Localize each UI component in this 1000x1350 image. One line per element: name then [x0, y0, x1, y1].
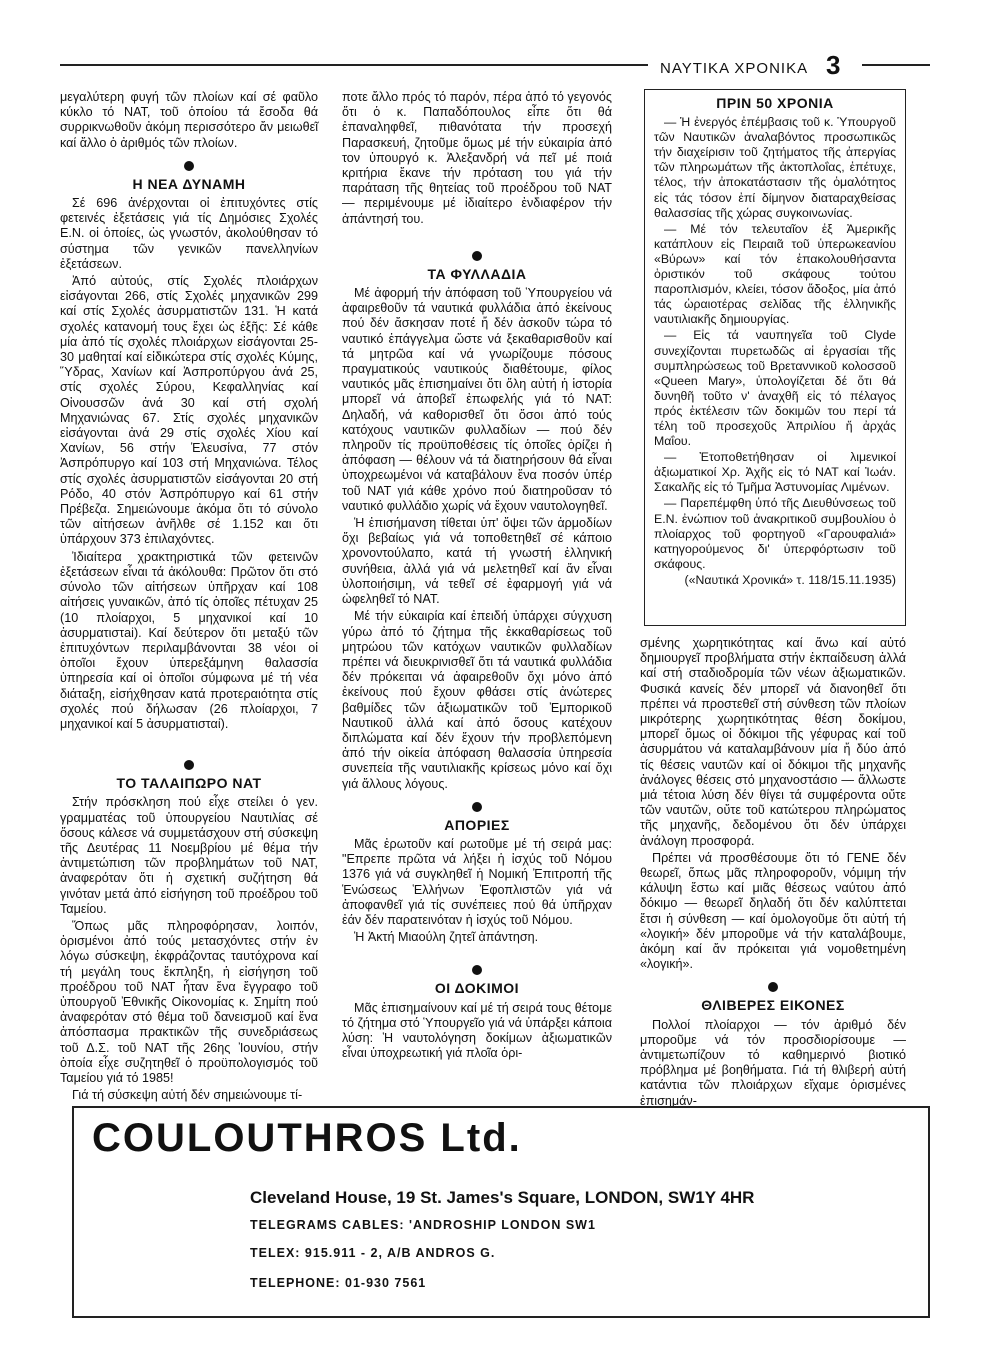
paragraph: Πολλοί πλοίαρχοι — τόν ἀριθμό δέν μποροῦμε νά τόν προσδιορίσουμε — ἀντιμετωπίζουν τό καθημερινό βιοτικό πρόβλημα μέ βοηθήματα. Γιά τή θλιβερή αὐτή κατάντια τῶν πλοιάρχων εἴχαμε ὁρισμένες ἐπισημάν-	[640, 1017, 906, 1108]
section-bullet	[472, 251, 482, 261]
paragraph: Μᾶς ἐπισημαίνουν καί μέ τή σειρά τους θέτομε τό ζήτημα στό Ὑπουργεῖο γιά νά ὑπάρξει κάποια λύση: Ἡ ναυτολόγηση δοκίμων ἀξιωματικῶν εἶναι ὑποχρεωτική γιά πλοῖα ὁρι-	[342, 1000, 612, 1061]
paragraph: Μᾶς ἐρωτοῦν καί ρωτοῦμε μέ τή σειρά μας: "Επρεπε πρῶτα νά λήξει ἡ ἰσχύς τοῦ Νόμου 1376 γιά νά συγκληθεῖ ἡ Νομική Ἐπιτροπή τῆς Ἑνώσεως Ἑλλήνων Ἐφοπλιστῶν γιά νά ἀποφανθεῖ γιά τίς συνέπειες πού θά ὑπῆρχαν ἐάν δέν παρατεινόταν ἡ ἰσχύς τοῦ Νόμου.	[342, 836, 612, 927]
paragraph: Ἡ ἐπισήμανση τίθεται ὑπ' ὄψει τῶν ἁρμοδίων ὄχι βεβαίως γιά νά τοποθετηθεῖ σέ κάποιο χρονοντούλαπο, κατά τή γνωστή ἑλληνική συνήθεια, ἀλλά γιά νά μελετηθεῖ καί ἄν εἶναι ὑλοποιήσιμη, νά τεθεῖ σέ ἐφαρμογή γιά νά ὠφεληθεῖ τό ΝΑΤ.	[342, 516, 612, 607]
column-1	[60, 90, 318, 1105]
heading-nat: ΤΟ ΤΑΛΑΙΠΩΡΟ ΝΑΤ	[116, 775, 262, 792]
box-source: («Ναυτικά Χρονικά» τ. 118/15.11.1935)	[684, 572, 896, 587]
column-2	[342, 90, 612, 1063]
paragraph: — Ἡ ἐνεργός ἐπέμβασις τοῦ κ. Ὑπουργοῦ τῶν Ναυτικῶν ἀναλαβόντος προσωπικῶς τήν διαχείρισιν τοῦ ζητήματος τῆς ἀπεργίας τῶν πληρωμάτων τῆς ἀκτοπλοΐας, ἐπέτυχε, τέλος, τήν ἀποκατάστασιν τῆς ὁμαλότητος εἰς τάς τόσον ἐπί δίμηνον διαταραχθείσας θαλασσίας τῆς χώρας συγκοινωνίας.	[654, 115, 896, 220]
paragraph: — Παρεπέμφθη ὑπό τῆς Διευθύνσεως τοῦ Ε.Ν. ἐνώπιον τοῦ ἀνακριτικοῦ συμβουλίου ὁ πλοίαρχος τοῦ φορτηγοῦ «Γαρουφαλιά» κατηγορούμενος δι' ὑπερφόρτωσιν τοῦ σκάφους.	[654, 496, 896, 571]
paragraph: — Μέ τόν τελευταῖον ἐξ Ἀμερικῆς κατάπλουν εἰς Πειραιᾶ τοῦ ὑπερωκεανίου «Βύρων» καί τόν ἐπακολουθήσαντα ὁριστικόν τοῦ σκάφους τούτου παροπλισμόν, κλείει, τόσον ἄδοξος, μία ἀπό τάς ὡραιοτέρας σελίδας τῆς ἑλληνικῆς ναυτιλιακῆς δημιουργίας.	[654, 221, 896, 327]
section-bullet	[472, 802, 482, 812]
header-rule-right	[862, 64, 930, 66]
ad-address: Cleveland House, 19 St. James's Square, LONDON, SW1Y 4HR	[250, 1188, 755, 1207]
paragraph: Ἀπό αὐτούς, στίς Σχολές πλοιάρχων εἰσάγονται 266, στίς Σχολές μηχανικῶν 299 καί στίς Σχολές ἀσυρματιστῶν 131. Ἡ κατά σχολές κατανομή τους ἔχει ὡς ἑξῆς: Σέ κάθε μία ἀπό τίς σχολές πλοιάρχων εἰσάγονται 25-30 μαθηταί καί εἰδικώτερα στίς σχολές Κύμης, Ὕδρας, Χανίων καί Ἀσπροπύργου ἀνά 25, στίς σχολές Σύρου, Κεφαλληνίας καί Οἰνουσσῶν ἀνά 30 καί στή σχολή Μηχανιώνας 67. Στίς σχολές μηχανικῶν εἰσάγονται ἀνά 29 στίς σχολές Χίου καί Χανίων, 56 στήν Ἐλευσίνα, 77 στόν Ἀσπρόπυργο καί 103 στή Μηχανιώνα. Τέλος στίς σχολές ἀσυρματιστῶν εἰσάγονται 20 στή Ρόδο, 40 στόν Ἀσπρόπυργο καί 61 στήν Πρέβεζα. Σημειώνουμε ἀκόμα ὅτι τό σύνολο τῶν αἰτήσεων ἀνῆλθε σέ 1.152 και ὅτι ὑπάρχουν 373 ἐπιλαχόντες.	[60, 274, 318, 547]
paragraph: — Εἰς τά ναυπηγεῖα τοῦ Clyde συνεχίζονται πυρετωδῶς αἱ ἐργασίαι τῆς συμπληρώσεως τοῦ Βρεταννικοῦ κολοσσοῦ «Queen Mary», ὑπολογίζεται δέ ὅτι θά δυνηθῆ τοῦτο ν' ἀναχθῆ εἰς τό πέλαγος πρός ἐκτέλεσιν τῶν δοκιμῶν του περί τά τέλη τοῦ προσεχοῦς Ἀπριλίου ἤ ἀρχάς Μαΐου.	[654, 328, 896, 449]
box-title: ΠΡΙΝ 50 ΧΡΟΝΙΑ	[716, 95, 834, 111]
ad-company-name: COULOUTHROS Ltd.	[92, 1116, 522, 1160]
ad-telex: TELEX: 915.911 - 2, A/B ANDROS G.	[250, 1246, 496, 1260]
paragraph: — Ἐτοποθετήθησαν οἱ λιμενικοί ἀξιωματικοί Χρ. Ἀχῆς εἰς τό ΝΑΤ καί Ἰωάν. Σακαλῆς εἰς τό Τμῆμα Ἀστυνομίας Λιμένων.	[654, 450, 896, 495]
ad-telephone: TELEPHONE: 01-930 7561	[250, 1276, 427, 1290]
ad-telegrams: TELEGRAMS CABLES: 'ANDROSHIP LONDON SW1	[250, 1218, 596, 1232]
column-3	[640, 636, 906, 1111]
paragraph: Ἡ Ἀκτή Μιαούλη ζητεῖ ἀπάντηση.	[354, 930, 539, 945]
section-bullet	[184, 161, 194, 171]
publication-title: ΝΑΥΤΙΚΑ ΧΡΟΝΙΚΑ	[660, 60, 809, 77]
section-bullet	[472, 965, 482, 975]
paragraph: Σέ 696 ἀνέρχονται οἱ ἐπιτυχόντες στίς φετεινές ἐξετάσεις γιά τίς Δημόσιες Σχολές Ε.Ν. οἱ ὁποίες, ὡς γνωστόν, ἀκολούθησαν τό σύστημα τῶν γενικῶν πανελληνίων ἐξετάσεων.	[60, 196, 318, 271]
heading-cadets: ΟΙ ΔΟΚΙΜΟΙ	[434, 980, 520, 997]
advertisement	[72, 1106, 930, 1318]
column-1-intro: μεγαλύτερη φυγή τῶν πλοίων καί σέ φαῦλο κύκλο τό ΝΑΤ, τοῦ ὁποίου τά ἔσοδα θά συρρικνωθοῦν ἀκόμη περισσότερο ἄν μειωθεῖ καί ἄλλο ὁ ἀριθμός τῶν πλοίων.	[60, 90, 318, 150]
heading-questions: ΑΠΟΡΙΕΣ	[444, 816, 510, 833]
heading-booklets: ΤΑ ΦΥΛΛΑΔΙΑ	[427, 265, 527, 282]
paragraph: Ἰδιαίτερα χρακτηριστικά τῶν φετεινῶν ἐξετάσεων εἶναι τά ἀκόλουθα: Πρῶτον ὅτι στό σύνολο τῶν αἰτήσεων ὑπῆρχαν καί 108 αἰτήσεις γυναικῶν, ἀπό τίς ὁποῖες πέτυχαν 25 (10 πλοίαρχοι, 5 μηχανικοί καί 10 ἀσυρματιστai). Καί δεύτερον ὅτι μεταξύ τῶν ἐπιτυχόντων περιλαμβάνονται 38 νέοι οἱ ὁποῖοι ἔχουν ὑπερεξάμηνη θαλασσία ὑπηρεσία καί οἱ ὁποῖοι σύμφωνα μέ τή νέα διάταξη, εἰσήχθησαν κατά προτεραιότητα στίς σχολές πού δήλωσαν (26 πλοίαρχοι, 7 μηχανικοί καί 5 ἀσυρματισταί).	[60, 549, 318, 731]
paragraph: Μέ ἀφορμή τήν ἀπόφαση τοῦ Ὑπουργείου νά ἀφαιρεθοῦν τά ναυτικά φυλλάδια ἀπό ἐκείνους πού δέν ἄσκησαν ποτέ ἤ δέν ἀσκοῦν τώρα τό ναυτικό ἐπάγγελμα ὥστε νά ξεκαθαρισθοῦν καί τά μητρῶα καί νά γνωρίζουμε πόσους πραγματικούς ναυτικούς διαθέτουμε, φίλος ναυτικός μᾶς ἐπισημαίνει ὅτι ὅλη αὐτή ἡ ἱστορία μπορεῖ νά ἀποβεῖ ἐπωφελής γιά τό ΝΑΤ: Δηλαδή, νά καθορισθεῖ ὅτι ὅσοι ἀπό τούς κατόχους ναυτικῶν φυλλαδίων — πού δέν πληροῦν τίς προϋποθέσεις τίς ὁποῖες ὁρίζει ἡ ἀπόφαση — θέλουν νά τά διατηρήσουν θά εἶναι ὑποχρεωμένοι νά καταβάλουν ἕνα ποσόν ὑπέρ τοῦ ΝΑΤ γιά κάθε χρόνο πού διατηροῦσαν τό ναυτικό φυλλάδιο χωρίς νά ἔχουν ναυτολογηθεῖ.	[342, 286, 612, 513]
paragraph: Πρέπει νά προσθέσουμε ὅτι τό ΓΕΝΕ δέν θεωρεῖ, ὅπως μᾶς πληροφοροῦν, νόμιμη τήν κάλυψη ἔστω καί μιᾶς θέσεως ναύτου ἀπό δόκιμο — θεωρεῖ δηλαδή ὅτι δέν καλύπτεται ἔτσι ἡ σύνθεση — καί ὁμολογοῦμε ὅτι αὐτή τή «λογική» δέν μποροῦμε νά τήν καταλάβουμε, ἀκόμη καί ἄν πρόκειται γιά νομοθετημένη «λογική».	[640, 850, 906, 972]
paragraph: ποτε ἄλλο πρός τό παρόν, πέρα ἀπό τό γεγονός ὅτι ὁ κ. Παπαδόπουλος εἶπε ὅτι θά ἐπαναληφθεῖ, πιθανότατα τήν προσεχή Παρασκευή, ζητοῦμε ὅμως μέ τήν εὐκαιρία ἀπό τον ὑπουργό κ. Ἀλεξανδρή νά πεῖ μέ ποιά κριτήρια ἔκανε τήν πρόταση του γιά τήν παράταση τῆς θητείας τοῦ προέδρου τοῦ ΝΑΤ — περιμένουμε μέ ἰδιαίτερο ἐνδιαφέρον τήν ἀπάντησή του.	[342, 90, 612, 226]
heading-new-power: Η ΝΕΑ ΔΥΝΑΜΗ	[132, 175, 246, 192]
heading-sad-images: ΘΛΙΒΕΡΕΣ ΕΙΚΟΝΕΣ	[701, 997, 845, 1014]
section-bullet	[768, 982, 778, 992]
paragraph: Μέ τήν εὐκαιρία καί ἐπειδή ὑπάρχει σύγχυση γύρω ἀπό τό ζήτημα τῆς ἐκκαθαρίσεως τοῦ μητρώου τῶν κατόχων ναυτικῶν φυλλαδίων πρέπει νά διευκρινισθεῖ ὅτι τά ναυτικά φυλλάδια δέν πρόκειται νά ἀφαιρεθοῦν ὄχι μόνο ἀπό ἐκείνους πού ἔχουν φθάσει στίς ἀνώτερες βαθμίδες τῶν ἀξιωματικῶν τοῦ Ἐμπορικοῦ Ναυτικοῦ ἀλλά καί ἀπό ὅσους κατέχουν διπλώματα καί δέν ἔχουν τήν προβλεπόμενη ἀπό τήν οἰκεία ἀπόφαση θαλασσία ὑπηρεσία συνεπεία τῆς ναυτιλιακῆς κρίσεως μόνο καί ὄχι γιά ἄλλους λόγους.	[342, 609, 612, 791]
fifty-years-ago-box	[644, 89, 906, 626]
paragraph: Γιά τή σύσκεψη αὐτή δέν σημειώνουμε τί-	[72, 1088, 303, 1103]
paragraph: Στήν πρόσκληση πού εἶχε στείλει ὁ γεν. γραμματέας τοῦ ὑπουργείου Ναυτιλίας σέ ὅσους κάλεσε νά συμμετάσχουν στή σύσκεψη τῆς Δευτέρας 11 Νοεμβρίου μέ θέμα τήν ἀντιμετώπιση τῶν προβλημάτων τοῦ ΝΑΤ, ἀναφερόταν ὅτι ἡ σχετική συζήτηση θά γινόταν μετά ἀπό εἰσήγηση τοῦ προέδρου τοῦ Ταμείου.	[60, 795, 318, 916]
section-bullet	[184, 760, 194, 770]
header-rule-left	[60, 64, 648, 66]
paragraph: Ὅπως μᾶς πληροφόρησαν, λοιπόν, ὁρισμένοι ἀπό τούς μετασχόντες στήν ἐν λόγω σύσκεψη, ἐκφράζοντας ταυτόχρονα καί τή μεγάλη τους ἔκπληξη, ἡ εἰσήγηση τοῦ προέδρου τοῦ ΝΑΤ ἦταν ἕνα ἔγγραφο τοῦ ὑπουργοῦ Ἐθνικῆς Οἰκονομίας κ. Σημίτη πού ἀναφερόταν στό θέμα τοῦ δανεισμοῦ καί ἕνα ἀπόσπασμα πρακτικῶν τῆς συνεδριάσεως τοῦ Δ.Σ. τοῦ ΝΑΤ τῆς 26ης Ἰουνίου, στήν ὁποία εἶχε συζητηθεῖ ὁ προϋπολογισμός τοῦ Ταμείου γιά τό 1985!	[60, 918, 318, 1085]
page-number: 3	[826, 50, 841, 80]
paragraph: σμένης χωρητικότητας καί ἄνω καί αὐτό δημιουργεῖ προβλήματα στήν ἐκπαίδευση ἀλλά καί στή σταδιοδρομία τῶν νέων ἀξιωματικῶν. Φυσικά κανείς δέν μπορεῖ νά διανοηθεῖ ὅτι πρέπει νά προστεθεῖ στή σύνθεση τῶν πλοίων μικρότερης χωρητικότητας θέση δοκίμου, μπορεῖ ὅμως οἱ δόκιμοι τῆς γέφυρας καί τοῦ ἀσυρμάτου νά καταλαμβάνουν μία ἤ δύο ἀπό τίς θέσεις ναυτῶν καί οἱ δόκιμοι τῆς μηχανῆς ἀνάλογες θέσεις στό μηχανοστάσιο — ἄλλωστε μιά τέτοια λύση δέν θίγει τά συμφέροντα οὔτε τῶν ναυτῶν, οὔτε τοῦ κατώτερου πληρώματος τῆς μηχανῆς, δεδομένου ὅτι δέν ὑπάρχει ἀνάλογη προσφορά.	[640, 636, 906, 848]
